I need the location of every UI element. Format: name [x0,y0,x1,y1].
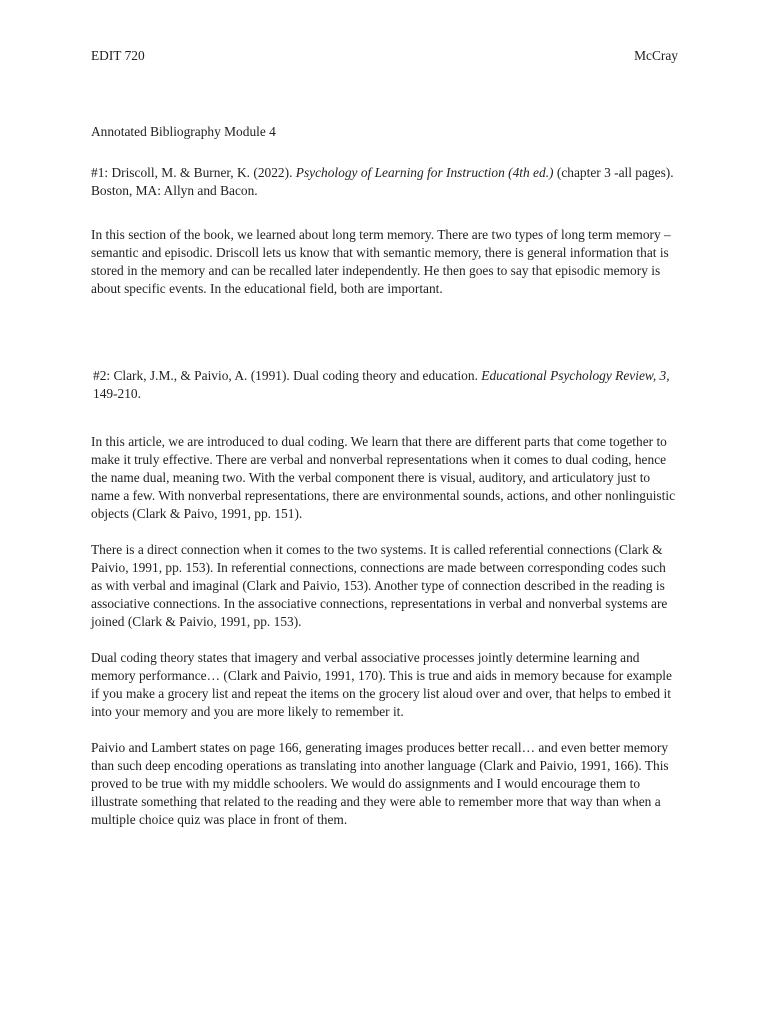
entry-2-journal: Educational Psychology Review, 3, [481,368,670,383]
course-code: EDIT 720 [91,48,145,63]
entry-2-paragraph-3: Dual coding theory states that imagery and verbal associative processes jointly determine learning and memory performance… (Clark and Paivio, 1991, 170). This is true and aids in memory because for example if you make a grocery list and repeat the items on the grocery list aloud over and over, that helps to embed it into your memory and you are more likely to remember it. [91,650,672,719]
entry-2-paragraph-1: In this article, we are introduced to dual coding. We learn that there are different parts that come together to make it truly effective. There are verbal and nonverbal representations when it comes to dual coding, hence the name dual, meaning two. With the verbal component there is visual, auditory, and articulatory just to name a few. With nonverbal representations, there are environmental sounds, actions, and other nonlinguistic objects (Clark & Paivo, 1991, pp. 151). [91,434,676,521]
document-page [91,47,678,829]
entry-2-paragraph-2: There is a direct connection when it comes to the two systems. It is called referential connections (Clark & Paivio, 1991, pp. 153). In referential connections, connections are made between corresponding codes such as with verbal and imaginal (Clark and Paivio, 153). Another type of connection described in the reading is associative connections. In the associative connections, representations in verbal and nonverbal systems are joined (Clark & Paivio, 1991, pp. 153). [91,542,668,629]
entry-2-citation-suffix: 149-210. [93,386,141,401]
author-name: McCray [634,48,678,63]
entry-1-citation [91,164,678,200]
document-title: Annotated Bibliography Module 4 [91,124,276,139]
entry-1-citation-suffix: (chapter 3 -all pages). Boston, MA: Allyn and Bacon. [91,165,674,198]
entry-1-annotation: In this section of the book, we learned about long term memory. There are two types of long term memory – semantic and episodic. Driscoll lets us know that with semantic memory, there is general information that is stored in the memory and can be recalled later independently. He then goes to say that episodic memory is about specific events. In the educational field, both are important. [91,227,671,296]
entry-1-citation-prefix: #1: Driscoll, M. & Burner, K. (2022). [91,165,296,180]
page-header [91,47,678,65]
entry-1-book-title: Psychology of Learning for Instruction (4th ed.) [295,165,554,180]
entry-2-citation-prefix: #2: Clark, J.M., & Paivio, A. (1991). Dual coding theory and education. [93,368,482,383]
entry-2-paragraph-4: Paivio and Lambert states on page 166, generating images produces better recall… and even better memory than such deep encoding operations as translating into another language (Clark and Paivio, 1991, 166). This proved to be true with my middle schoolers. We would do assignments and I would encourage them to illustrate something that related to the reading and they were able to remember more that way than when a multiple choice quiz was place in front of them. [91,740,669,827]
entry-2-citation [91,367,678,403]
